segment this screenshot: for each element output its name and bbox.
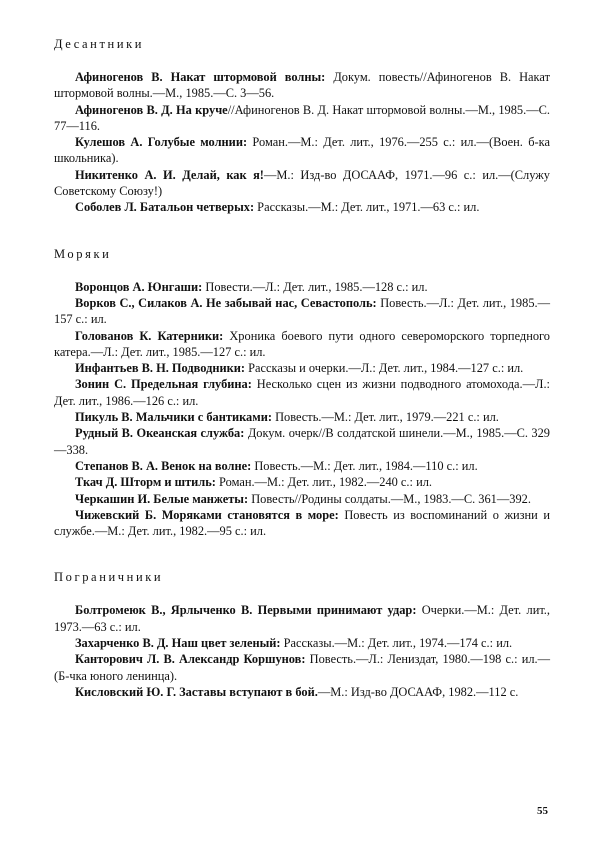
entry-author-title: Пикуль В. Мальчики с бантиками: [75, 410, 272, 425]
bibliography-entry [54, 425, 550, 458]
entry-details: Повесть из воспоминаний о жизни и службе.—М.: Дет. лит., 1982.—95 с.: ил. [54, 507, 551, 539]
entry-author-title: Воронцов А. Юнгаши: [75, 279, 203, 294]
section-heading: Пограничники [54, 570, 164, 585]
entry-author-title: Ворков С., Силаков А. Не забывай нас, Севастополь: [75, 295, 377, 310]
entry-details: Докум. очерк//В солдатской шинели.—М., 1985.—С. 329—338. [54, 426, 550, 457]
bibliography-entry [54, 295, 550, 328]
entry-details: Повесть//Родины солдаты.—М., 1983.—С. 361—392. [248, 491, 531, 506]
bibliography-entry [54, 102, 550, 135]
entry-details: —М.: Изд-во ДОСААФ, 1971.—96 с.: ил.—(Служу Советскому Союзу!) [54, 167, 550, 199]
entry-details: Рассказы.—М.: Дет. лит., 1971.—63 с.: ил. [254, 200, 480, 215]
entry-author-title: Черкашин И. Белые манжеты: [75, 491, 249, 506]
entry-author-title: Ткач Д. Шторм и штиль: [75, 475, 216, 490]
section-paratroopers [54, 36, 550, 216]
bibliography-entry [54, 635, 550, 651]
bibliography-entry [54, 684, 550, 700]
bibliography-entry [54, 602, 550, 635]
entry-details: Повести.—Л.: Дет. лит., 1985.—128 с.: ил. [202, 279, 428, 294]
page-number: 55 [537, 805, 548, 817]
entry-author-title: Рудный В. Океанская служба: [75, 426, 245, 441]
entry-author-title: Инфантьев В. Н. Подводники: [75, 361, 246, 376]
entry-author-title: Зонин С. Предельная глубина: [75, 377, 252, 392]
entry-author-title: Чижевский Б. Моряками становятся в море: [75, 507, 339, 522]
entry-details: —М.: Изд-во ДОСААФ, 1982.—112 с. [317, 684, 519, 699]
section-sailors [54, 246, 550, 540]
bibliography-entry [54, 134, 550, 167]
entry-author-title: Канторович Л. В. Александр Коршунов: [75, 652, 306, 667]
bibliography-entry [54, 328, 550, 361]
entry-details: Хроника боевого пути одного североморского торпедного катера.—Л.: Дет. лит., 1985.—127 с.: ил. [54, 328, 551, 359]
entry-author-title: Афиногенов В. Накат штормовой волны: [75, 70, 326, 84]
entry-details: Рассказы и очерки.—Л.: Дет. лит., 1984.—127 с.: ил. [245, 361, 524, 376]
entry-author-title: Никитенко А. И. Делай, как я! [75, 167, 264, 182]
section-border-guards [54, 569, 550, 700]
entry-details: Докум. повесть//Афиногенов В. Накат штормовой волны.—М., 1985.—С. 3—56. [54, 70, 550, 101]
entry-author-title: Кисловский Ю. Г. Заставы вступают в бой. [75, 684, 318, 699]
entry-details: Очерки.—М.: Дет. лит., 1973.—63 с.: ил. [54, 603, 550, 634]
bibliography-entry [54, 458, 550, 474]
entry-details: Роман.—М.: Дет. лит., 1976.—255 с.: ил.—(Воен. б-ка школьника). [54, 135, 551, 166]
bibliography-entry [54, 69, 550, 102]
section-heading: Десантники [54, 37, 145, 51]
entry-details: Повесть.—Л.: Дет. лит., 1985.—157 с.: ил. [54, 295, 551, 327]
bibliography-entry [54, 199, 550, 215]
entry-details: Повесть.—М.: Дет. лит., 1979.—221 с.: ил. [271, 410, 499, 425]
bibliography-page [54, 36, 550, 700]
section-heading: Моряки [54, 246, 112, 261]
bibliography-entry [54, 474, 550, 490]
entry-author-title: Болтромеюк В., Ярлыченко В. Первыми принимают удар: [75, 603, 417, 618]
bibliography-entry [54, 491, 550, 507]
entry-author-title: Голованов К. Катерники: [75, 328, 224, 343]
bibliography-entry [54, 507, 550, 540]
entry-details: //Афиногенов В. Д. Накат штормовой волны.—М., 1985.—С. 77—116. [54, 102, 550, 133]
bibliography-entry [54, 651, 550, 684]
bibliography-entry [54, 376, 550, 409]
entry-details: Повесть.—Л.: Лениздат, 1980.—198 с.: ил.—(Б-чка юного ленинца). [54, 652, 550, 683]
bibliography-entry [54, 360, 550, 376]
entry-details: Рассказы.—М.: Дет. лит., 1974.—174 с.: ил. [280, 636, 513, 651]
entry-author-title: Захарченко В. Д. Наш цвет зеленый: [75, 636, 281, 651]
entry-details: Повесть.—М.: Дет. лит., 1984.—110 с.: ил. [251, 458, 478, 473]
entry-author-title: Соболев Л. Батальон четверых: [75, 200, 255, 215]
entry-author-title: Кулешов А. Голубые молнии: [75, 135, 248, 150]
bibliography-entry [54, 279, 550, 295]
entry-author-title: Степанов В. А. Венок на волне: [75, 458, 252, 473]
bibliography-entry [54, 167, 550, 200]
entry-details: Несколько сцен из жизни подводного атомохода.—Л.: Дет. лит., 1986.—126 с.: ил. [54, 377, 550, 408]
entry-author-title: Афиногенов В. Д. На круче [75, 102, 228, 117]
entry-details: Роман.—М.: Дет. лит., 1982.—240 с.: ил. [215, 475, 432, 490]
bibliography-entry [54, 409, 550, 425]
